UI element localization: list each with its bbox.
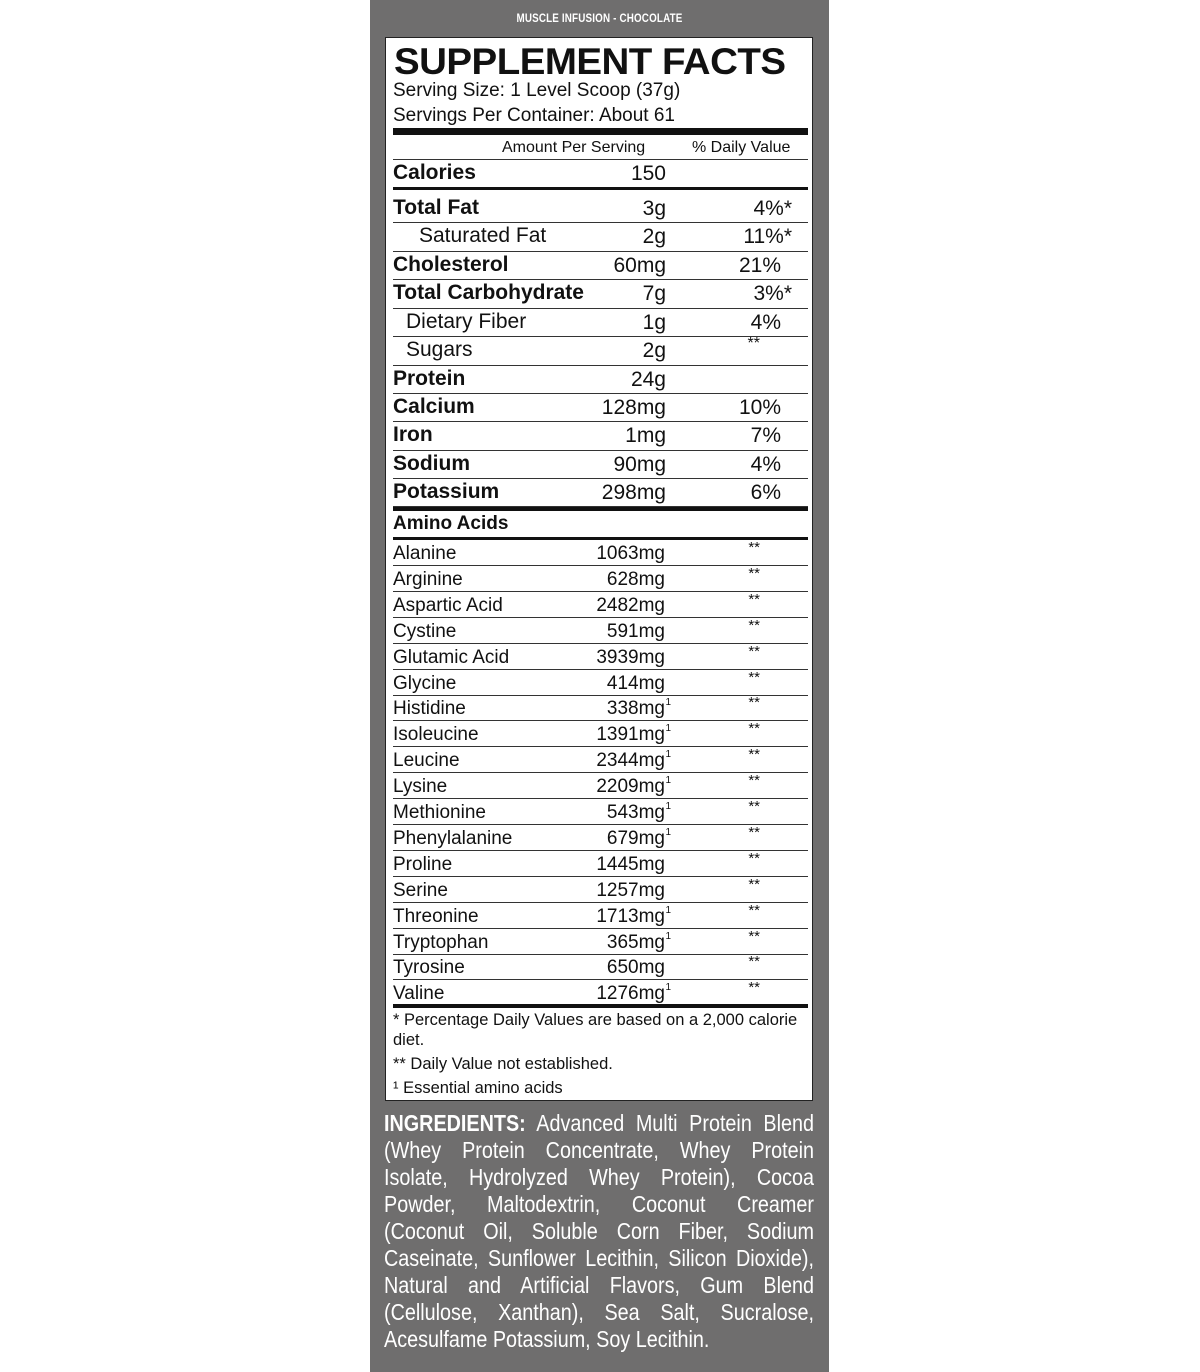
amino-acid-daily-value: ** — [748, 539, 760, 556]
amino-acid-amount-value: 1257mg — [596, 879, 665, 901]
nutrient-name: Saturated Fat — [419, 224, 547, 247]
nutrient-name: Total Carbohydrate — [393, 281, 584, 304]
amino-acid-daily-value: ** — [748, 746, 760, 764]
amino-acid-row — [393, 877, 808, 903]
amino-acid-amount-value: 414mg — [606, 672, 665, 694]
essential-marker: 1 — [665, 904, 671, 916]
nutrient-row — [393, 422, 808, 451]
amino-acid-amount-value: 338mg — [606, 698, 665, 720]
amino-acid-daily-value: ** — [748, 564, 760, 582]
amino-acid-amount — [596, 749, 671, 772]
amino-acid-row — [393, 903, 808, 929]
amino-acid-daily-value: ** — [748, 694, 760, 712]
amino-acid-row — [393, 799, 808, 825]
amino-acid-amount-value: 1445mg — [596, 853, 665, 875]
essential-marker: 1 — [665, 930, 671, 942]
amino-acid-daily-value: ** — [748, 849, 760, 867]
amino-acid-row — [393, 695, 808, 721]
nutrient-row — [393, 451, 808, 479]
amino-acid-daily-value: ** — [748, 798, 760, 815]
amino-acid-row — [393, 592, 808, 618]
thick-divider — [393, 128, 808, 135]
amino-acid-row — [393, 954, 808, 980]
amino-acid-amount — [596, 723, 671, 746]
nutrient-daily-value: 10% — [738, 396, 781, 419]
amino-acid-daily-value: ** — [748, 823, 760, 841]
amino-acid-amount — [596, 595, 665, 617]
amino-acid-row — [393, 670, 808, 696]
amino-acid-name: Cystine — [393, 620, 457, 642]
nutrient-amount: 2g — [642, 339, 666, 362]
footnote-essential: ¹ Essential amino acids — [393, 1079, 563, 1097]
nutrient-row — [393, 309, 808, 337]
amino-acid-daily-value: ** — [748, 953, 760, 971]
nutrient-amount: 24g — [630, 368, 666, 391]
amino-acid-amount-value: 2482mg — [596, 594, 665, 616]
nutrient-name: Sodium — [393, 452, 470, 475]
daily-value-header: % Daily Value — [692, 139, 791, 156]
amino-acid-row — [393, 540, 808, 566]
nutrient-row — [393, 337, 808, 366]
amino-acid-name: Glutamic Acid — [393, 646, 510, 668]
amino-acid-name: Tyrosine — [393, 957, 465, 979]
label-panel — [370, 0, 829, 1372]
amino-acid-daily-value: ** — [748, 590, 760, 608]
amino-acid-amount — [596, 854, 665, 876]
nutrient-amount: 150 — [630, 162, 666, 185]
nutrient-name: Potassium — [393, 480, 500, 503]
amino-acid-row — [393, 929, 808, 955]
nutrient-amount: 1mg — [625, 424, 666, 447]
essential-marker: 1 — [665, 982, 671, 994]
nutrient-name: Total Fat — [393, 196, 479, 219]
amino-acid-amount-value: 543mg — [606, 802, 665, 823]
nutrient-daily-value: 7% — [750, 424, 781, 447]
amino-acid-amount-value: 679mg — [606, 827, 665, 849]
amino-acid-daily-value: ** — [748, 875, 760, 893]
nutrient-name: Calories — [393, 161, 476, 184]
amino-acid-daily-value: ** — [748, 642, 760, 660]
serving-size: Serving Size: 1 Level Scoop (37g) — [393, 80, 681, 101]
amino-acid-name: Phenylalanine — [393, 827, 513, 849]
amino-acid-daily-value: ** — [748, 979, 760, 997]
amino-acid-row — [393, 644, 808, 670]
amino-acid-amount-value: 628mg — [606, 568, 665, 590]
amino-acid-amount — [606, 930, 671, 954]
amino-acid-amount-value: 1391mg — [596, 724, 665, 746]
amino-acid-name: Leucine — [393, 750, 460, 772]
nutrient-daily-value: 4% — [750, 453, 781, 476]
nutrient-daily-value: 21% — [738, 254, 781, 277]
amino-acid-name: Glycine — [393, 672, 457, 694]
nutrient-row — [393, 479, 808, 507]
essential-marker: 1 — [665, 723, 671, 735]
nutrient-amount: 7g — [642, 282, 666, 305]
amino-acid-amount — [596, 904, 671, 928]
nutrient-amount: 128mg — [601, 396, 666, 419]
amino-acid-name: Histidine — [393, 698, 466, 720]
ingredients-text: Advanced Multi Protein Blend (Whey Protein Concentrate, Whey Protein Isolate, Hydrolyzed Whey Protein), Cocoa Powder, Maltodextrin, Coconut Creamer (Coconut Oil, Soluble Corn Fiber, Sodium Caseinate, Sunflower Lecithin, Silicon Dioxide), Natural and Artificial Flavors, Gum Blend (Cellulose, Xanthan), Sea Salt, Sucralose, Acesulfame Potassium, Soy Lecithin. — [384, 1110, 814, 1352]
ingredients-text-wrap — [384, 1110, 814, 1353]
amino-acid-name: Proline — [393, 853, 453, 875]
amino-acid-name: Alanine — [393, 543, 457, 564]
ingredients-block — [384, 1110, 814, 1353]
amino-acid-amount — [607, 569, 665, 591]
amino-acid-amount-value: 1713mg — [596, 905, 665, 927]
amino-acid-amount — [606, 697, 671, 720]
nutrient-name: Protein — [393, 367, 466, 390]
nutrient-row — [393, 160, 808, 190]
amino-acid-row — [393, 980, 808, 1006]
nutrient-daily-value: 11%* — [743, 225, 792, 248]
amino-acid-amount — [596, 647, 665, 669]
nutrient-amount: 60mg — [613, 254, 666, 277]
nutrient-row — [393, 195, 808, 223]
amino-acid-name: Threonine — [393, 905, 479, 927]
amino-acids-heading: Amino Acids — [393, 513, 509, 534]
amino-acid-amount-value: 2209mg — [596, 776, 665, 798]
thick-divider — [393, 1004, 808, 1008]
amino-acid-amount — [606, 826, 671, 850]
amino-acid-row — [393, 747, 808, 773]
amino-acid-row — [393, 618, 808, 644]
amino-acid-amount — [596, 880, 665, 902]
nutrient-name: Dietary Fiber — [406, 310, 527, 333]
amino-acid-daily-value: ** — [748, 901, 760, 919]
supplement-facts-box — [385, 37, 813, 1101]
nutrient-name: Calcium — [393, 395, 475, 418]
amino-acid-daily-value: ** — [748, 772, 760, 790]
amino-acid-row — [393, 773, 808, 799]
amino-acid-amount — [607, 957, 665, 979]
amino-acid-amount-value: 591mg — [606, 620, 665, 642]
nutrient-amount: 298mg — [601, 481, 666, 504]
amino-acid-amount-value: 365mg — [606, 931, 665, 953]
amino-acid-name: Tryptophan — [393, 931, 489, 953]
amino-acid-name: Lysine — [393, 776, 448, 798]
nutrient-row — [393, 366, 808, 394]
nutrient-amount: 3g — [642, 197, 666, 220]
servings-per-container: Servings Per Container: About 61 — [393, 105, 676, 126]
facts-heading: SUPPLEMENT FACTS — [394, 41, 786, 82]
amino-acid-amount-value: 2344mg — [596, 750, 665, 772]
nutrient-name: Sugars — [406, 338, 473, 361]
nutrient-daily-value: 4%* — [753, 197, 792, 220]
essential-marker: 1 — [665, 801, 671, 812]
amino-acid-daily-value: ** — [748, 616, 760, 634]
amino-acid-name: Valine — [393, 983, 445, 1005]
footnote-not-established: ** Daily Value not established. — [393, 1055, 613, 1073]
amino-acid-amount-value: 650mg — [606, 957, 665, 979]
amino-acid-name: Aspartic Acid — [393, 594, 503, 616]
amino-acid-daily-value: ** — [748, 668, 760, 686]
nutrient-amount: 1g — [642, 311, 666, 334]
amino-acid-amount — [596, 775, 671, 798]
nutrient-row — [393, 223, 808, 252]
amino-acid-amount — [596, 982, 671, 1005]
essential-marker: 1 — [665, 697, 671, 709]
amino-acid-name: Methionine — [393, 802, 486, 823]
amino-acid-row — [393, 825, 808, 851]
amino-acid-amount — [596, 543, 665, 565]
amino-acid-name: Arginine — [393, 568, 463, 590]
amino-acid-amount-value: 1063mg — [596, 543, 665, 564]
product-title: MUSCLE INFUSION - CHOCOLATE — [516, 11, 683, 25]
amino-acid-row — [393, 721, 808, 747]
nutrient-daily-value: 4% — [750, 311, 781, 334]
nutrient-amount: 2g — [642, 225, 666, 248]
amino-acid-amount-value: 1276mg — [596, 983, 665, 1005]
amino-acid-row — [393, 566, 808, 592]
amino-acid-amount-value: 3939mg — [596, 646, 665, 668]
ingredients-label: INGREDIENTS: — [384, 1110, 526, 1136]
nutrient-daily-value: ** — [747, 335, 760, 352]
nutrient-daily-value: 6% — [750, 481, 781, 504]
essential-marker: 1 — [665, 826, 671, 838]
nutrient-row — [393, 394, 808, 422]
nutrient-amount: 90mg — [613, 453, 666, 476]
amino-acid-row — [393, 851, 808, 877]
essential-marker: 1 — [665, 775, 671, 787]
nutrient-name: Cholesterol — [393, 253, 509, 276]
thick-divider — [393, 507, 808, 511]
amino-acid-amount — [606, 801, 671, 824]
nutrient-daily-value: 3%* — [753, 282, 792, 305]
amino-acid-amount — [607, 673, 665, 695]
footnote-dv-basis: * Percentage Daily Values are based on a 2,000 calorie diet. — [393, 1011, 798, 1049]
amino-acid-name: Isoleucine — [393, 724, 479, 746]
amino-acid-daily-value: ** — [748, 927, 760, 945]
essential-marker: 1 — [665, 749, 671, 761]
amino-acid-daily-value: ** — [748, 720, 760, 738]
amino-acid-name: Serine — [393, 879, 448, 901]
amino-acid-amount — [607, 621, 665, 643]
amount-per-serving-header: Amount Per Serving — [502, 139, 646, 156]
nutrient-row — [393, 280, 808, 309]
nutrient-row — [393, 252, 808, 280]
nutrient-name: Iron — [393, 423, 433, 446]
